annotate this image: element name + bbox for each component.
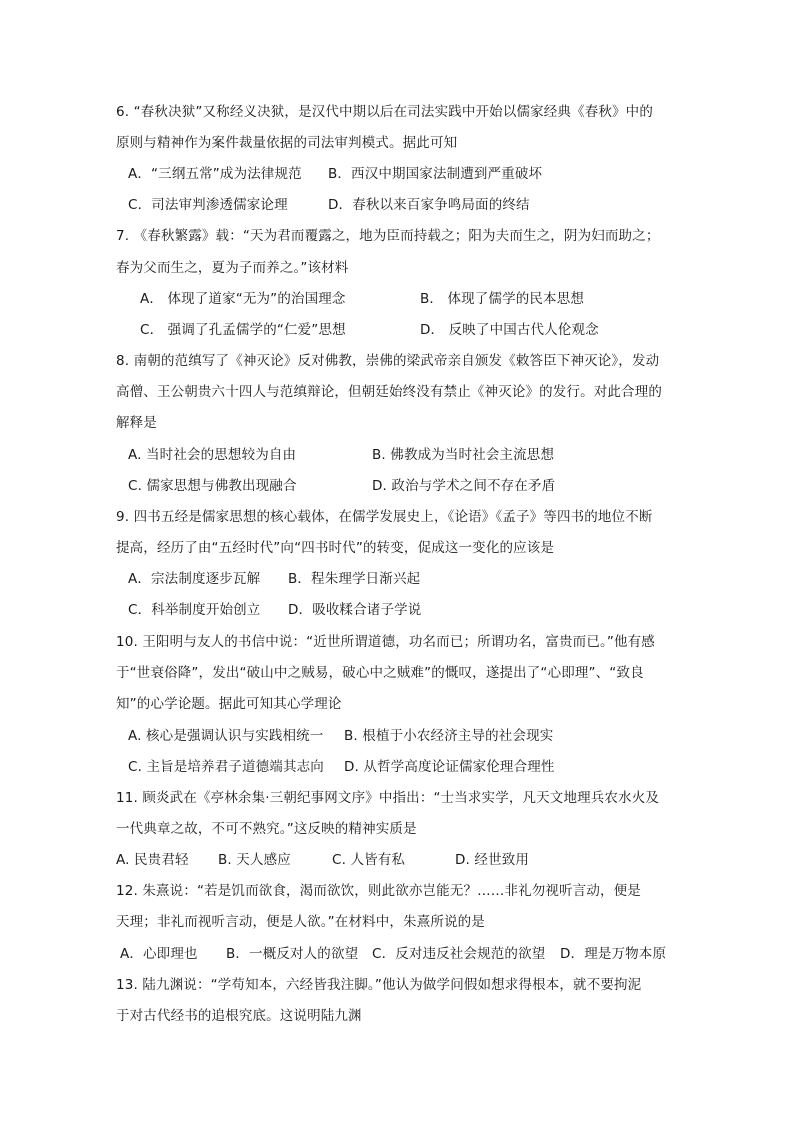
question-11-line-1	[116, 788, 659, 808]
question-7-option-c: C． 强调了孔孟儒学的“仁爱”思想	[140, 322, 346, 338]
question-7-option-b: B． 体现了儒学的民本思想	[420, 291, 585, 307]
question-11-option-d: D. 经世致用	[455, 852, 530, 868]
question-10-line-1	[116, 632, 655, 652]
question-10-line-2: 于“世衰俗降”，发出“破山中之贼易，破心中之贼难”的慨叹，遂提出了“心即理”、“致良	[116, 665, 644, 681]
question-9-option-a: A．宗法制度逐步瓦解	[128, 571, 261, 587]
question-7-line-2: 春为父而生之，夏为子而养之。”该材料	[116, 260, 349, 276]
question-number: 12.	[116, 883, 138, 899]
question-6-option-d: D．春秋以来百家争鸣局面的终结	[328, 197, 530, 213]
question-10-line-3: 知”的心学论题。据此可知其心学理论	[116, 696, 342, 712]
question-12-option-c: C．反对违反社会规范的欲望	[372, 946, 546, 962]
question-11-option-a: A. 民贵君轻	[116, 852, 189, 868]
question-6-option-a: A．“三纲五常”成为法律规范	[128, 166, 302, 182]
question-9-line-2: 提高，经历了由“五经时代”向“四书时代”的转变，促成这一变化的应该是	[116, 540, 555, 556]
question-7-option-a: A． 体现了道家“无为”的治国理念	[140, 291, 346, 307]
question-12-option-d: D．理是万物本原	[560, 946, 667, 962]
question-8-line-3: 解释是	[116, 415, 157, 431]
question-11-option-c: C. 人皆有私	[332, 852, 406, 868]
question-10-option-b: B. 根植于小农经济主导的社会现实	[344, 728, 554, 744]
question-11-line-2: 一代典章之故，不可不熟究。”这反映的精神实质是	[116, 821, 417, 837]
question-7-line-1	[116, 226, 659, 246]
question-text: 顾炎武在《亭林余集·三朝纪事网文序》中指出：“士当求实学，凡天文地理兵农水火及	[142, 790, 660, 806]
question-9-option-d: D．吸收糅合诸子学说	[288, 602, 422, 618]
question-number: 10.	[116, 634, 138, 650]
question-8-option-a: A. 当时社会的思想较为自由	[128, 447, 297, 463]
question-text: 朱熹说：“若是饥而欲食，渴而欲饮，则此欲亦岂能无？……非礼勿视听言动，便是	[142, 883, 641, 899]
question-12-line-1	[116, 881, 641, 901]
question-8-line-2: 高僧、王公朝贵六十四人与范缜辩论，但朝廷始终没有禁止《神灭论》的发行。对此合理的	[116, 384, 662, 400]
question-8-line-1	[116, 351, 659, 371]
question-9-line-1	[116, 507, 653, 527]
question-6-option-c: C．司法审判渗透儒家论理	[128, 197, 288, 213]
question-6-option-b: B．西汉中期国家法制遭到严重破坏	[328, 166, 543, 182]
question-text: 四书五经是儒家思想的核心载体，在儒学发展史上，《论语》《孟子》等四书的地位不断	[133, 509, 653, 525]
question-12-line-2: 天理；非礼而视听言动，便是人欲。”在材料中，朱熹所说的是	[116, 914, 485, 930]
question-number: 13.	[116, 977, 138, 993]
question-number: 7.	[116, 228, 130, 244]
question-12-option-a: A．心即理也	[120, 946, 198, 962]
question-7-option-d: D． 反映了中国古代人伦观念	[420, 322, 599, 338]
question-9-option-b: B．程朱理学日渐兴起	[288, 571, 421, 587]
question-text: 王阳明与友人的书信中说：“近世所谓道德，功名而已；所谓功名，富贵而已。”他有感	[142, 634, 655, 650]
question-number: 11.	[116, 790, 138, 806]
question-8-option-b: B. 佛教成为当时社会主流思想	[372, 447, 555, 463]
question-12-option-b: B．一概反对人的欲望	[226, 946, 359, 962]
question-text: 南朝的范缜写了《神灭论》反对佛教，崇佛的梁武帝亲自颁发《敕答臣下神灭论》，发动	[133, 353, 660, 369]
question-text: 陆九渊说：“学苟知本，六经皆我注脚。”他认为做学问假如想求得根本，就不要拘泥	[142, 977, 642, 993]
question-number: 8.	[116, 353, 130, 369]
question-6-line-2: 原则与精神作为案件裁量依据的司法审判模式。据此可知	[116, 135, 458, 151]
question-13-line-1	[116, 975, 641, 995]
question-number: 9.	[116, 509, 130, 525]
question-11-option-b: B. 天人感应	[218, 852, 291, 868]
question-8-option-d: D. 政治与学术之间不存在矛盾	[372, 478, 556, 494]
question-text: “春秋决狱”又称经义决狱，是汉代中期以后在司法实践中开始以儒家经典《春秋》中的	[133, 104, 653, 120]
question-text: 《春秋繁露》载：“天为君而覆露之，地为臣而持载之；阳为夫而生之，阴为妇而助之；	[133, 228, 660, 244]
question-10-option-c: C. 主旨是培养君子道德端其志向	[128, 759, 324, 775]
question-10-option-a: A. 核心是强调认识与实践相统一	[128, 728, 324, 744]
question-6-line-1	[116, 102, 653, 122]
question-10-option-d: D. 从哲学高度论证儒家伦理合理性	[344, 759, 555, 775]
question-13-line-2: 于对古代经书的追根究底。这说明陆九渊	[116, 1008, 362, 1024]
question-8-option-c: C. 儒家思想与佛教出现融合	[128, 478, 297, 494]
question-9-option-c: C．科举制度开始创立	[128, 602, 261, 618]
question-number: 6.	[116, 104, 130, 120]
